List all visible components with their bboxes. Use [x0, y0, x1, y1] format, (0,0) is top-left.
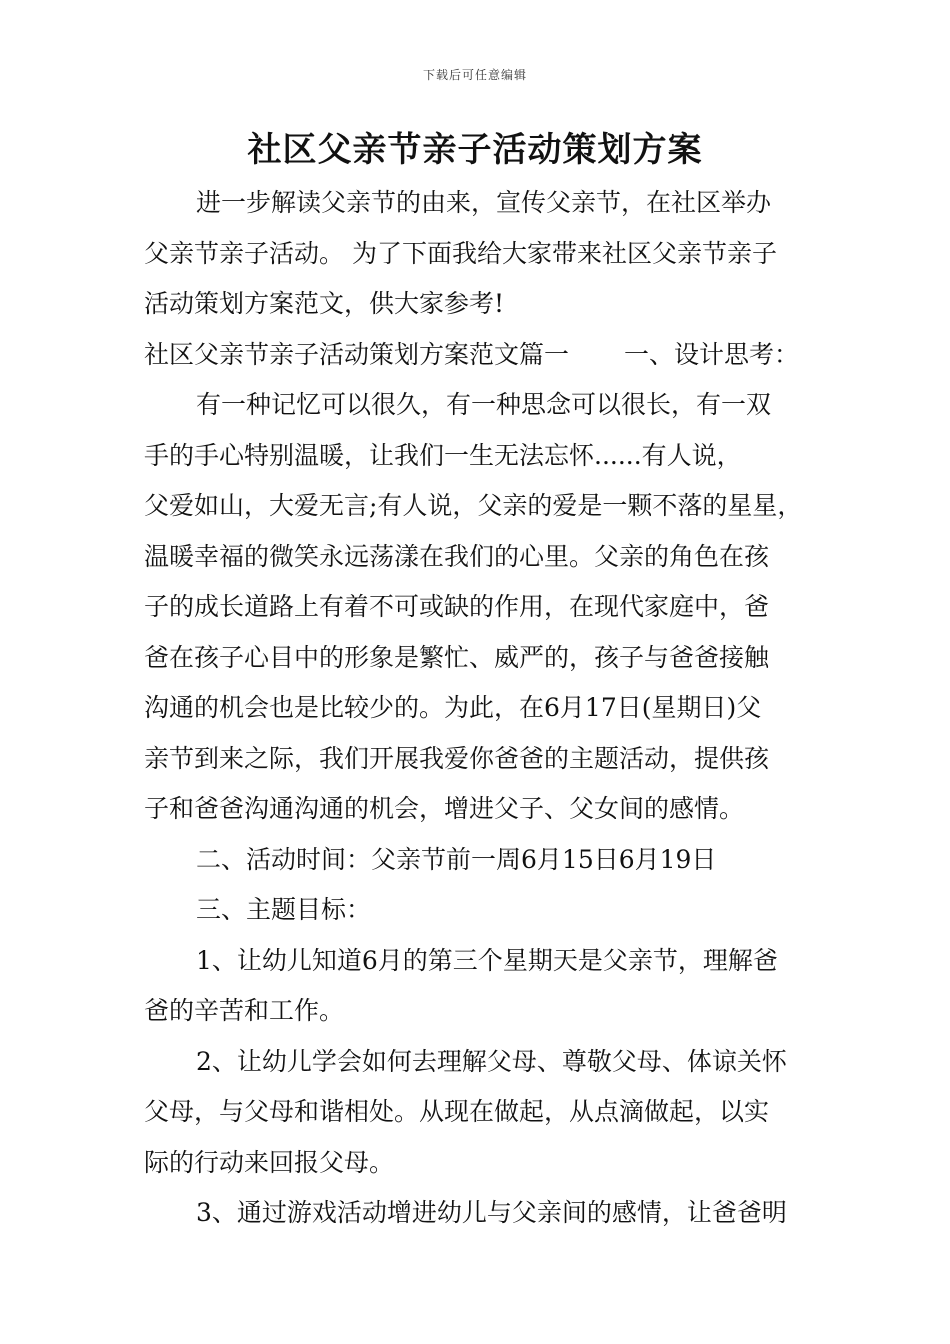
- goal1-paragraph: [144, 936, 824, 1037]
- text-line: 爸的辛苦和工作。: [144, 996, 345, 1025]
- design-paragraph: [144, 380, 824, 835]
- text-line: 3、通过游戏活动增进幼儿与父亲间的感情，让爸爸明: [196, 1198, 787, 1227]
- text-line: 际的行动来回报父母。: [144, 1147, 395, 1177]
- text-line: 子和爸爸沟通沟通的机会，增进父子、父女间的感情。: [144, 794, 745, 823]
- text-line: 父母，与父母和谐相处。从现在做起，从点滴做起，以实: [144, 1097, 770, 1126]
- document-title: 社区父亲节亲子活动策划方案: [247, 130, 703, 170]
- text-line: 三、主题目标：: [196, 895, 372, 924]
- section-heading-right: 一、设计思考：: [623, 339, 799, 369]
- text-line: 1、让幼儿知道6月的第三个星期天是父亲节，理解爸: [196, 945, 778, 975]
- section-heading: [144, 330, 799, 381]
- section-heading-left: 社区父亲节亲子活动策划方案范文篇一: [144, 339, 570, 369]
- text-line: 沟通的机会也是比较少的。为此，在6月17日(星期日)父: [144, 693, 762, 722]
- text-line: 亲节到来之际，我们开展我爱你爸爸的主题活动，提供孩: [144, 743, 770, 773]
- goal3-paragraph: [144, 1188, 824, 1239]
- text-line: 有一种记忆可以很久，有一种思念可以很长，有一双: [196, 390, 772, 419]
- text-line: 二、活动时间：父亲节前一周6月15日6月19日: [196, 844, 717, 874]
- text-line: 2、让幼儿学会如何去理解父母、尊敬父母、体谅关怀: [196, 1046, 787, 1076]
- text-line: 进一步解读父亲节的由来，宣传父亲节，在社区举办: [196, 188, 772, 217]
- document-body: [144, 178, 824, 1239]
- text-line: 父爱如山，大爱无言;有人说，父亲的爱是一颗不落的星星，: [144, 491, 803, 520]
- time-paragraph: [144, 835, 824, 886]
- goal-heading-paragraph: [144, 885, 824, 936]
- text-line: 父亲节亲子活动。 为了下面我给大家带来社区父亲节亲子: [144, 238, 777, 268]
- text-line: 手的手心特别温暖，让我们一生无法忘怀......有人说，: [144, 440, 742, 470]
- text-line: 爸在孩子心目中的形象是繁忙、威严的，孩子与爸爸接触: [144, 642, 770, 672]
- intro-paragraph: [144, 178, 824, 330]
- text-line: 活动策划方案范文，供大家参考!: [144, 289, 505, 318]
- text-line: 子的成长道路上有着不可或缺的作用，在现代家庭中，爸: [144, 592, 770, 621]
- header-note: 下载后可任意编辑: [422, 68, 527, 82]
- goal2-paragraph: [144, 1037, 824, 1189]
- text-line: 温暖幸福的微笑永远荡漾在我们的心里。父亲的角色在孩: [144, 541, 770, 571]
